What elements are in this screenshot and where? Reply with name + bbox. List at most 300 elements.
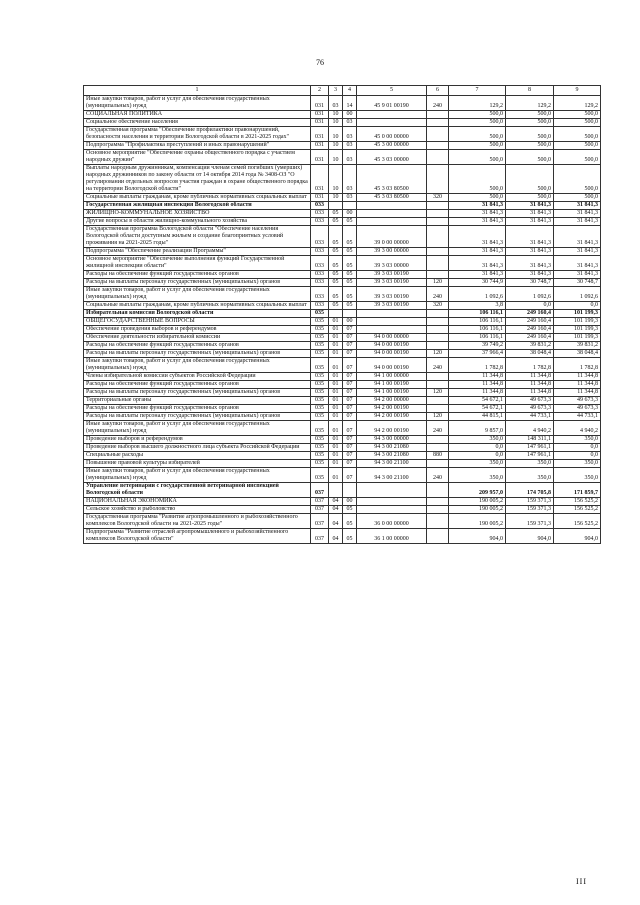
section-code-cell: 01 — [329, 460, 343, 468]
expense-type-cell: 320 — [427, 194, 449, 202]
section-code-cell: 04 — [329, 514, 343, 529]
expense-type-cell — [427, 444, 449, 452]
amount-year2-cell: 11 344,8 — [506, 389, 554, 397]
subsection-code-cell: 03 — [343, 119, 357, 127]
amount-year1-cell: 209 957,0 — [449, 483, 506, 498]
amount-year2-cell: 129,2 — [506, 96, 554, 111]
expense-type-cell — [427, 334, 449, 342]
amount-year1-cell: 190 005,2 — [449, 514, 506, 529]
target-article-cell: 94 0 00 00000 — [357, 334, 427, 342]
amount-year2-cell: 11 344,8 — [506, 381, 554, 389]
row-name-cell: Подпрограмма "Развитие отраслей агропромышленного и рыбохозяйственного комплексов Вологодской области" — [84, 529, 311, 544]
amount-year3-cell: 500,0 — [554, 142, 601, 150]
section-code-cell: 05 — [329, 279, 343, 287]
table-row — [84, 444, 601, 452]
amount-year2-cell: 500,0 — [506, 111, 554, 119]
col-header: 9 — [554, 86, 601, 96]
amount-year1-cell: 500,0 — [449, 127, 506, 142]
section-code-cell: 03 — [329, 96, 343, 111]
section-code-cell: 05 — [329, 226, 343, 248]
amount-year3-cell: 101 199,3 — [554, 318, 601, 326]
expense-type-cell — [427, 142, 449, 150]
amount-year3-cell: 31 841,3 — [554, 218, 601, 226]
amount-year1-cell: 106 116,1 — [449, 326, 506, 334]
row-name-cell: Сельское хозяйство и рыболовство — [84, 506, 311, 514]
amount-year3-cell: 101 199,3 — [554, 326, 601, 334]
table-row — [84, 256, 601, 271]
expense-type-cell — [427, 256, 449, 271]
section-code-cell — [329, 310, 343, 318]
ministry-code-cell: 031 — [311, 127, 329, 142]
ministry-code-cell: 037 — [311, 498, 329, 506]
expense-type-cell — [427, 202, 449, 210]
row-name-cell: Выплаты народным дружинникам, компенсации членам семей погибших (умерших) народных дружинников по закону области от 14 октября 2014 года № 3408-ОЗ "О регулировании отдельных вопросов участия граждан в охране общественного порядка на территории Вологодской области" — [84, 165, 311, 194]
amount-year3-cell: 156 525,2 — [554, 506, 601, 514]
ministry-code-cell: 035 — [311, 389, 329, 397]
table-row — [84, 498, 601, 506]
amount-year3-cell: 500,0 — [554, 111, 601, 119]
subsection-code-cell: 05 — [343, 271, 357, 279]
section-code-cell: 05 — [329, 302, 343, 310]
amount-year1-cell: 11 344,8 — [449, 373, 506, 381]
subsection-code-cell: 07 — [343, 444, 357, 452]
amount-year3-cell: 350,0 — [554, 436, 601, 444]
amount-year1-cell: 190 005,2 — [449, 498, 506, 506]
ministry-code-cell: 037 — [311, 506, 329, 514]
ministry-code-cell: 035 — [311, 468, 329, 483]
section-code-cell: 04 — [329, 498, 343, 506]
target-article-cell — [357, 210, 427, 218]
amount-year2-cell: 49 673,3 — [506, 405, 554, 413]
row-name-cell: Государственная программа "Обеспечение профилактики правонарушений, безопасности населения и территории Вологодской области в 2021-2025 годах" — [84, 127, 311, 142]
amount-year2-cell: 148 311,1 — [506, 436, 554, 444]
amount-year3-cell: 31 841,3 — [554, 271, 601, 279]
subsection-code-cell: 03 — [343, 142, 357, 150]
amount-year2-cell: 249 160,4 — [506, 318, 554, 326]
subsection-code-cell: 07 — [343, 436, 357, 444]
table-row — [84, 397, 601, 405]
subsection-code-cell: 05 — [343, 529, 357, 544]
table-row — [84, 452, 601, 460]
table-row — [84, 468, 601, 483]
expense-type-cell — [427, 529, 449, 544]
table-row — [84, 436, 601, 444]
table-row — [84, 150, 601, 165]
expense-type-cell — [427, 218, 449, 226]
amount-year2-cell: 174 705,8 — [506, 483, 554, 498]
col-header: 4 — [343, 86, 357, 96]
table-row — [84, 334, 601, 342]
row-name-cell: Расходы на выплаты персоналу государственных (муниципальных) органов — [84, 413, 311, 421]
row-name-cell: ОБЩЕГОСУДАРСТВЕННЫЕ ВОПРОСЫ — [84, 318, 311, 326]
row-name-cell: Члены избирательной комиссии субъектов Российской Федерации — [84, 373, 311, 381]
amount-year1-cell: 500,0 — [449, 119, 506, 127]
amount-year1-cell: 500,0 — [449, 142, 506, 150]
row-name-cell: Подпрограмма "Обеспечение реализации Программы" — [84, 248, 311, 256]
row-name-cell: Проведение выборов и референдумов — [84, 436, 311, 444]
table-row — [84, 248, 601, 256]
amount-year2-cell: 1 092,6 — [506, 287, 554, 302]
amount-year1-cell: 31 841,3 — [449, 210, 506, 218]
subsection-code-cell: 05 — [343, 226, 357, 248]
section-code-cell: 01 — [329, 318, 343, 326]
row-name-cell: Расходы на обеспечение функций государственных органов — [84, 271, 311, 279]
table-row — [84, 142, 601, 150]
section-code-cell: 10 — [329, 150, 343, 165]
amount-year2-cell: 11 344,8 — [506, 373, 554, 381]
amount-year3-cell: 44 733,1 — [554, 413, 601, 421]
subsection-code-cell: 07 — [343, 326, 357, 334]
subsection-code-cell: 07 — [343, 405, 357, 413]
ministry-code-cell: 035 — [311, 318, 329, 326]
ministry-code-cell: 035 — [311, 350, 329, 358]
target-article-cell — [357, 326, 427, 334]
table-row — [84, 271, 601, 279]
expense-type-cell — [427, 310, 449, 318]
row-name-cell: Государственная программа Вологодской области "Обеспечение населения Вологодской области доступным жильем и создание благоприятных условий проживания на 2021-2025 годы" — [84, 226, 311, 248]
row-name-cell: Основное мероприятие "Обеспечение выполнения функций Государственной жилищной инспекции области" — [84, 256, 311, 271]
amount-year3-cell: 11 344,8 — [554, 381, 601, 389]
ministry-code-cell: 031 — [311, 142, 329, 150]
section-code-cell: 10 — [329, 119, 343, 127]
section-code-cell: 05 — [329, 218, 343, 226]
amount-year2-cell: 249 160,4 — [506, 310, 554, 318]
ministry-code-cell: 033 — [311, 287, 329, 302]
expense-type-cell — [427, 436, 449, 444]
amount-year2-cell: 147 961,1 — [506, 452, 554, 460]
row-name-cell: Территориальные органы — [84, 397, 311, 405]
target-article-cell: 45 3 00 00000 — [357, 142, 427, 150]
target-article-cell: 94 1 00 00190 — [357, 381, 427, 389]
row-name-cell: Иные закупки товаров, работ и услуг для обеспечения государственных (муниципальных) нужд — [84, 468, 311, 483]
target-article-cell: 45 0 00 00000 — [357, 127, 427, 142]
amount-year3-cell: 31 841,3 — [554, 202, 601, 210]
section-code-cell: 01 — [329, 413, 343, 421]
row-name-cell: Расходы на обеспечение функций государственных органов — [84, 381, 311, 389]
table-row — [84, 342, 601, 350]
subsection-code-cell: 03 — [343, 194, 357, 202]
ministry-code-cell: 031 — [311, 96, 329, 111]
subsection-code-cell: 05 — [343, 287, 357, 302]
amount-year3-cell: 31 841,3 — [554, 226, 601, 248]
budget-table — [83, 85, 601, 544]
amount-year3-cell: 0,0 — [554, 444, 601, 452]
row-name-cell: Расходы на обеспечение функций государственных органов — [84, 405, 311, 413]
target-article-cell: 94 0 00 00190 — [357, 358, 427, 373]
table-row — [84, 318, 601, 326]
expense-type-cell — [427, 506, 449, 514]
amount-year3-cell: 101 199,3 — [554, 334, 601, 342]
subsection-code-cell: 03 — [343, 165, 357, 194]
amount-year2-cell: 31 841,3 — [506, 248, 554, 256]
expense-type-cell — [427, 483, 449, 498]
section-code-cell: 10 — [329, 111, 343, 119]
ministry-code-cell: 035 — [311, 397, 329, 405]
target-article-cell: 94 1 00 00190 — [357, 389, 427, 397]
subsection-code-cell: 05 — [343, 218, 357, 226]
table-row — [84, 165, 601, 194]
target-article-cell: 39 3 00 00000 — [357, 248, 427, 256]
target-article-cell: 94 2 00 00190 — [357, 405, 427, 413]
subsection-code-cell: 00 — [343, 210, 357, 218]
amount-year1-cell: 3,8 — [449, 302, 506, 310]
table-row — [84, 310, 601, 318]
col-header: 2 — [311, 86, 329, 96]
amount-year3-cell: 0,0 — [554, 452, 601, 460]
target-article-cell: 45 9 01 00190 — [357, 96, 427, 111]
amount-year2-cell: 500,0 — [506, 142, 554, 150]
expense-type-cell — [427, 342, 449, 350]
amount-year2-cell: 350,0 — [506, 468, 554, 483]
amount-year2-cell: 31 841,3 — [506, 226, 554, 248]
amount-year1-cell: 1 092,6 — [449, 287, 506, 302]
target-article-cell: 94 3 00 21080 — [357, 444, 427, 452]
ministry-code-cell: 033 — [311, 256, 329, 271]
subsection-code-cell: 03 — [343, 127, 357, 142]
subsection-code-cell: 07 — [343, 413, 357, 421]
subsection-code-cell: 03 — [343, 150, 357, 165]
amount-year3-cell: 500,0 — [554, 119, 601, 127]
ministry-code-cell: 033 — [311, 248, 329, 256]
amount-year1-cell: 350,0 — [449, 436, 506, 444]
amount-year2-cell: 159 371,3 — [506, 514, 554, 529]
section-code-cell: 01 — [329, 468, 343, 483]
target-article-cell: 94 2 00 00190 — [357, 421, 427, 436]
ministry-code-cell: 033 — [311, 210, 329, 218]
amount-year2-cell: 500,0 — [506, 165, 554, 194]
amount-year3-cell: 904,0 — [554, 529, 601, 544]
amount-year3-cell: 500,0 — [554, 127, 601, 142]
ministry-code-cell: 035 — [311, 373, 329, 381]
target-article-cell: 39 3 03 00000 — [357, 256, 427, 271]
subsection-code-cell: 00 — [343, 498, 357, 506]
target-article-cell: 39 3 03 00190 — [357, 279, 427, 287]
amount-year3-cell: 156 525,2 — [554, 514, 601, 529]
amount-year2-cell: 500,0 — [506, 119, 554, 127]
amount-year1-cell: 350,0 — [449, 468, 506, 483]
amount-year1-cell: 129,2 — [449, 96, 506, 111]
amount-year2-cell: 44 733,1 — [506, 413, 554, 421]
target-article-cell: 36 1 00 00000 — [357, 529, 427, 544]
page-number: 76 — [316, 58, 324, 67]
section-code-cell: 05 — [329, 210, 343, 218]
amount-year1-cell: 500,0 — [449, 165, 506, 194]
table-row — [84, 373, 601, 381]
ministry-code-cell: 037 — [311, 514, 329, 529]
expense-type-cell — [427, 498, 449, 506]
target-article-cell — [357, 483, 427, 498]
amount-year2-cell: 30 748,7 — [506, 279, 554, 287]
amount-year3-cell: 30 748,7 — [554, 279, 601, 287]
amount-year3-cell: 31 841,3 — [554, 210, 601, 218]
ministry-code-cell: 033 — [311, 226, 329, 248]
ministry-code-cell: 035 — [311, 381, 329, 389]
amount-year3-cell: 31 841,3 — [554, 248, 601, 256]
ministry-code-cell: 031 — [311, 165, 329, 194]
row-name-cell: Обеспечение проведения выборов и референдумов — [84, 326, 311, 334]
target-article-cell: 94 3 00 21100 — [357, 460, 427, 468]
table-row — [84, 226, 601, 248]
subsection-code-cell: 05 — [343, 514, 357, 529]
section-code-cell: 10 — [329, 194, 343, 202]
table-row — [84, 529, 601, 544]
amount-year1-cell: 31 841,3 — [449, 271, 506, 279]
section-code-cell: 04 — [329, 529, 343, 544]
amount-year1-cell: 31 841,3 — [449, 202, 506, 210]
section-code-cell: 01 — [329, 373, 343, 381]
expense-type-cell — [427, 271, 449, 279]
row-name-cell: Государственная программа "Развитие агропромышленного и рыбохозяйственного комплексов Вологодской области на 2021-2025 годы" — [84, 514, 311, 529]
ministry-code-cell: 033 — [311, 302, 329, 310]
row-name-cell: НАЦИОНАЛЬНАЯ ЭКОНОМИКА — [84, 498, 311, 506]
expense-type-cell — [427, 111, 449, 119]
ministry-code-cell: 035 — [311, 310, 329, 318]
expense-type-cell — [427, 514, 449, 529]
table-row — [84, 389, 601, 397]
ministry-code-cell: 031 — [311, 150, 329, 165]
target-article-cell: 39 3 03 00190 — [357, 302, 427, 310]
ministry-code-cell: 031 — [311, 119, 329, 127]
expense-type-cell — [427, 165, 449, 194]
section-code-cell: 04 — [329, 506, 343, 514]
row-name-cell: Обеспечение деятельности избирательной комиссии — [84, 334, 311, 342]
amount-year3-cell: 500,0 — [554, 194, 601, 202]
table-row — [84, 119, 601, 127]
expense-type-cell — [427, 119, 449, 127]
target-article-cell — [357, 310, 427, 318]
amount-year3-cell: 500,0 — [554, 150, 601, 165]
subsection-code-cell: 00 — [343, 111, 357, 119]
ministry-code-cell: 035 — [311, 452, 329, 460]
row-name-cell: Специальные расходы — [84, 452, 311, 460]
target-article-cell: 94 3 00 00000 — [357, 436, 427, 444]
expense-type-cell — [427, 373, 449, 381]
section-code-cell: 01 — [329, 326, 343, 334]
section-code-cell: 01 — [329, 342, 343, 350]
amount-year2-cell: 159 371,3 — [506, 506, 554, 514]
section-code-cell: 01 — [329, 421, 343, 436]
amount-year2-cell: 31 841,3 — [506, 210, 554, 218]
row-name-cell: Иные закупки товаров, работ и услуг для обеспечения государственных (муниципальных) нужд — [84, 358, 311, 373]
col-header: 3 — [329, 86, 343, 96]
page-mark: III — [576, 877, 587, 886]
table-header-row — [84, 86, 601, 96]
amount-year1-cell: 0,0 — [449, 452, 506, 460]
amount-year3-cell: 101 199,3 — [554, 310, 601, 318]
section-code-cell: 05 — [329, 287, 343, 302]
section-code-cell: 01 — [329, 452, 343, 460]
subsection-code-cell — [343, 483, 357, 498]
target-article-cell: 94 0 00 00190 — [357, 350, 427, 358]
row-name-cell: Иные закупки товаров, работ и услуг для обеспечения государственных (муниципальных) нужд — [84, 96, 311, 111]
subsection-code-cell: 07 — [343, 373, 357, 381]
table-row — [84, 514, 601, 529]
table-row — [84, 326, 601, 334]
section-code-cell: 01 — [329, 444, 343, 452]
amount-year2-cell: 0,0 — [506, 302, 554, 310]
ministry-code-cell: 033 — [311, 279, 329, 287]
col-header: 6 — [427, 86, 449, 96]
expense-type-cell: 120 — [427, 350, 449, 358]
section-code-cell: 10 — [329, 165, 343, 194]
section-code-cell — [329, 202, 343, 210]
section-code-cell: 10 — [329, 142, 343, 150]
table-row — [84, 483, 601, 498]
section-code-cell: 10 — [329, 127, 343, 142]
target-article-cell: 39 3 03 00190 — [357, 287, 427, 302]
expense-type-cell: 240 — [427, 358, 449, 373]
expense-type-cell — [427, 127, 449, 142]
ministry-code-cell: 037 — [311, 483, 329, 498]
amount-year1-cell: 54 672,1 — [449, 405, 506, 413]
section-code-cell: 01 — [329, 358, 343, 373]
expense-type-cell: 240 — [427, 287, 449, 302]
table-row — [84, 302, 601, 310]
amount-year1-cell: 1 782,8 — [449, 358, 506, 373]
ministry-code-cell: 033 — [311, 271, 329, 279]
target-article-cell: 39 3 03 00190 — [357, 271, 427, 279]
amount-year1-cell: 500,0 — [449, 111, 506, 119]
section-code-cell: 01 — [329, 436, 343, 444]
expense-type-cell: 240 — [427, 421, 449, 436]
amount-year3-cell: 129,2 — [554, 96, 601, 111]
row-name-cell: ЖИЛИЩНО-КОММУНАЛЬНОЕ ХОЗЯЙСТВО — [84, 210, 311, 218]
expense-type-cell — [427, 226, 449, 248]
target-article-cell: 45 3 03 80500 — [357, 194, 427, 202]
table-row — [84, 506, 601, 514]
row-name-cell: Основное мероприятие "Обеспечение охраны общественного порядка с участием народных дружин" — [84, 150, 311, 165]
target-article-cell: 45 3 03 00000 — [357, 150, 427, 165]
ministry-code-cell: 035 — [311, 413, 329, 421]
target-article-cell — [357, 111, 427, 119]
amount-year3-cell: 38 048,4 — [554, 350, 601, 358]
amount-year3-cell: 31 841,3 — [554, 256, 601, 271]
expense-type-cell: 120 — [427, 389, 449, 397]
amount-year2-cell: 31 841,3 — [506, 271, 554, 279]
amount-year3-cell: 171 859,7 — [554, 483, 601, 498]
amount-year1-cell: 106 116,1 — [449, 334, 506, 342]
target-article-cell: 94 3 00 21100 — [357, 468, 427, 483]
expense-type-cell — [427, 150, 449, 165]
expense-type-cell — [427, 397, 449, 405]
subsection-code-cell: 14 — [343, 96, 357, 111]
subsection-code-cell — [343, 310, 357, 318]
table-row — [84, 413, 601, 421]
subsection-code-cell: 07 — [343, 460, 357, 468]
row-name-cell: Социальное обеспечение населения — [84, 119, 311, 127]
ministry-code-cell: 033 — [311, 218, 329, 226]
row-name-cell: Подпрограмма "Профилактика преступлений и иных правонарушений" — [84, 142, 311, 150]
expense-type-cell — [427, 248, 449, 256]
amount-year3-cell: 49 673,3 — [554, 397, 601, 405]
amount-year1-cell: 0,0 — [449, 444, 506, 452]
target-article-cell: 94 1 00 00000 — [357, 373, 427, 381]
amount-year2-cell: 350,0 — [506, 460, 554, 468]
row-name-cell: Государственная жилищная инспекция Вологодской области — [84, 202, 311, 210]
expense-type-cell — [427, 460, 449, 468]
row-name-cell: Иные закупки товаров, работ и услуг для обеспечения государственных (муниципальных) нужд — [84, 421, 311, 436]
expense-type-cell — [427, 381, 449, 389]
amount-year1-cell: 106 116,1 — [449, 310, 506, 318]
table-row — [84, 460, 601, 468]
row-name-cell: Расходы на выплаты персоналу государственных (муниципальных) органов — [84, 350, 311, 358]
row-name-cell: Управление ветеринарии с государственной ветеринарной инспекцией Вологодской области — [84, 483, 311, 498]
ministry-code-cell: 035 — [311, 436, 329, 444]
amount-year3-cell: 156 525,2 — [554, 498, 601, 506]
col-header: 5 — [357, 86, 427, 96]
amount-year3-cell: 1 782,8 — [554, 358, 601, 373]
subsection-code-cell: 07 — [343, 342, 357, 350]
